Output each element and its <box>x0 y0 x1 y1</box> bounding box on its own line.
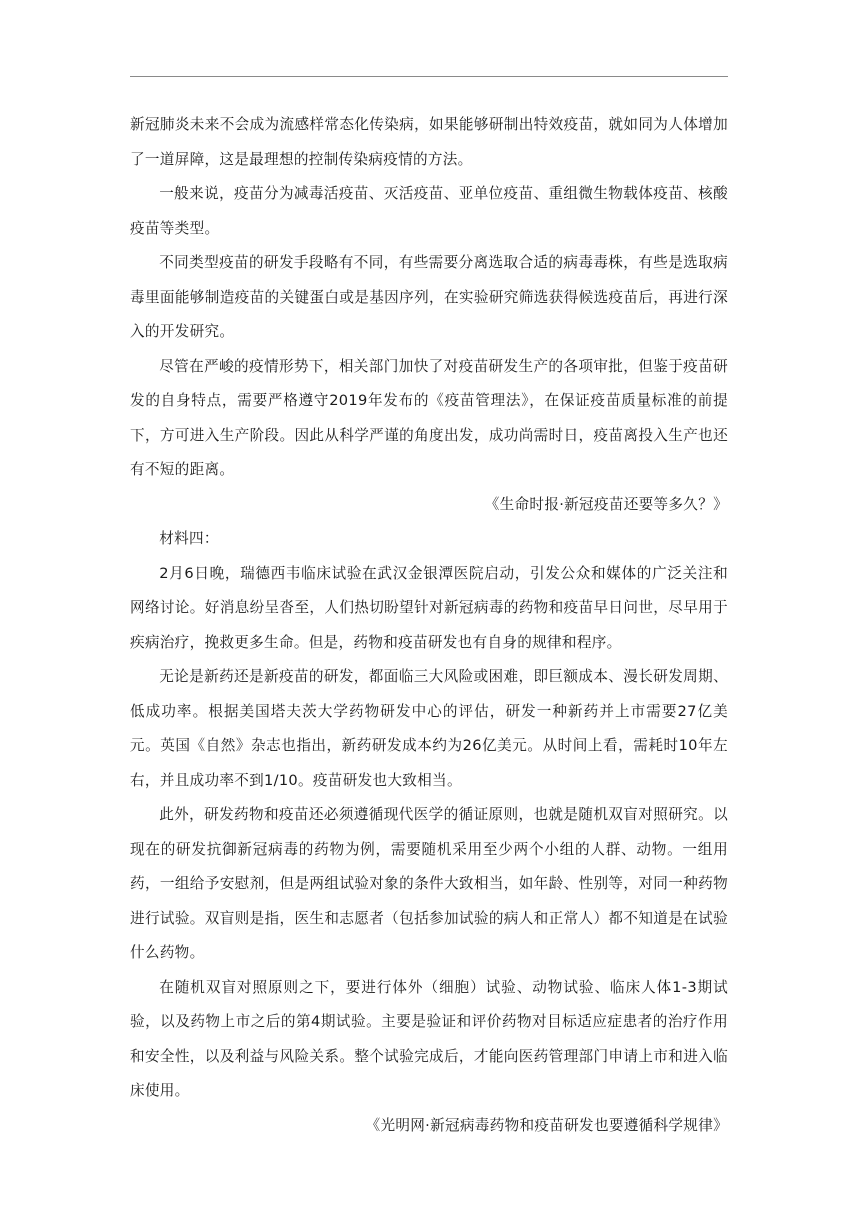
paragraph: 一般来说，疫苗分为减毒活疫苗、灭活疫苗、亚单位疫苗、重组微生物载体疫苗、核酸疫苗等类型。 <box>130 185 728 237</box>
paragraph: 此外，研发药物和疫苗还必须遵循现代医学的循证原则，也就是随机双盲对照研究。以现在的研发抗御新冠病毒的药物为例，需要随机采用至少两个小组的人群、动物。一组用药，一组给予安慰剂，但是两组试验对象的条件大致相当，如年龄、性别等，对同一种药物进行试验。双盲则是指，医生和志愿者（包括参加试验的病人和正常人）都不知道是在试验什么药物。 <box>130 806 728 961</box>
source-citation: 《光明网·新冠病毒药物和疫苗研发也要遵循科学规律》 <box>365 1116 728 1134</box>
document-body <box>130 108 728 1143</box>
paragraph: 2月6日晚，瑞德西韦临床试验在武汉金银潭医院启动，引发公众和媒体的广泛关注和网络讨论。好消息纷呈沓至，人们热切盼望针对新冠病毒的药物和疫苗早日问世，尽早用于疾病治疗，挽救更多生命。但是，药物和疫苗研发也有自身的规律和程序。 <box>130 564 728 651</box>
paragraph: 在随机双盲对照原则之下，要进行体外（细胞）试验、动物试验、临床人体1-3期试验，以及药物上市之后的第4期试验。主要是验证和评价药物对目标适应症患者的治疗作用和安全性，以及利益与风险关系。整个试验完成后，才能向医药管理部门申请上市和进入临床使用。 <box>130 978 728 1099</box>
paragraph: 新冠肺炎未来不会成为流感样常态化传染病，如果能够研制出特效疫苗，就如同为人体增加了一道屏障，这是最理想的控制传染病疫情的方法。 <box>130 116 728 168</box>
paragraph: 无论是新药还是新疫苗的研发，都面临三大风险或困难，即巨额成本、漫长研发周期、低成功率。根据美国塔夫茨大学药物研发中心的评估，研发一种新药并上市需要27亿美元。英国《自然》杂志也指出，新药研发成本约为26亿美元。从时间上看，需耗时10年左右，并且成功率不到1/10。疫苗研发也大致相当。 <box>130 668 728 789</box>
paragraph: 尽管在严峻的疫情形势下，相关部门加快了对疫苗研发生产的各项审批，但鉴于疫苗研发的自身特点，需要严格遵守2019年发布的《疫苗管理法》，在保证疫苗质量标准的前提下，方可进入生产阶段。因此从科学严谨的角度出发，成功尚需时日，疫苗离投入生产也还有不短的距离。 <box>130 357 728 478</box>
header-rule <box>130 76 728 77</box>
paragraph: 不同类型疫苗的研发手段略有不同，有些需要分离选取合适的病毒毒株，有些是选取病毒里面能够制造疫苗的关键蛋白或是基因序列，在实验研究筛选获得候选疫苗后，再进行深入的开发研究。 <box>130 254 728 340</box>
material-label: 材料四： <box>159 530 219 547</box>
source-citation: 《生命时报·新冠疫苗还要等多久？》 <box>484 495 728 513</box>
